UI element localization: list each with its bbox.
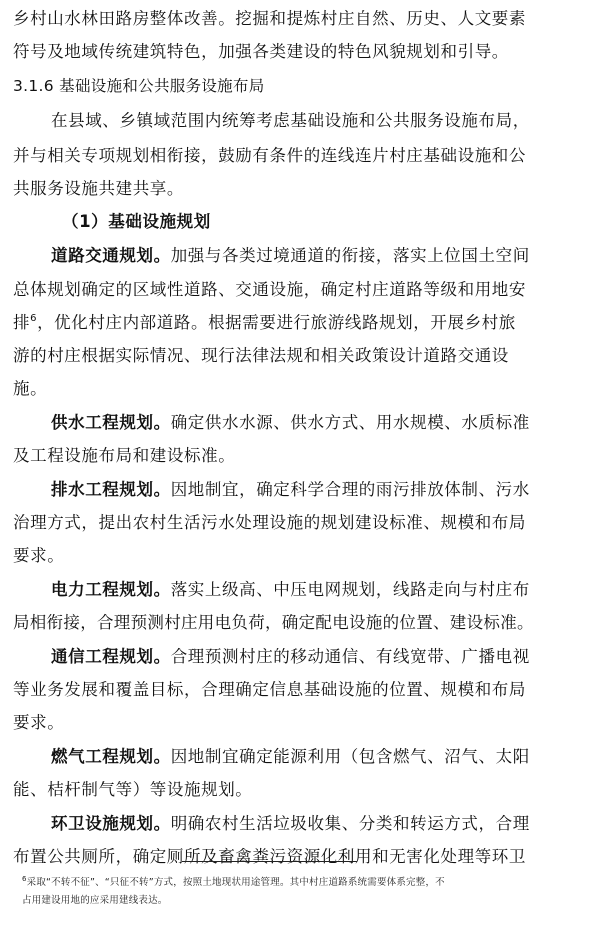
gas-title: 燃气工程规划。 [51, 747, 171, 766]
telecom-line-3: 要求。 [13, 713, 65, 732]
section-paragraph-line-1: 在县域、乡镇域范围内统筹考虑基础设施和公共服务设施布局， [51, 111, 530, 130]
footnote-reference: 6 [30, 313, 38, 324]
gas-line-1: 燃气工程规划。因地制宜确定能源利用（包含燃气、沼气、太阳 [51, 747, 530, 766]
sanitation-line-1: 环卫设施规划。明确农村生活垃圾收集、分类和转运方式，合理 [51, 814, 530, 833]
gas-line-2: 能、桔杆制气等）等设施规划。 [13, 780, 253, 799]
telecom-line-2: 等业务发展和覆盖目标，合理确定信息基础设施的位置、规模和布局 [13, 680, 526, 699]
power-line-2: 局相衔接，合理预测村庄用电负荷，确定配电设施的位置、建设标准。 [13, 613, 534, 632]
power-line-1: 电力工程规划。落实上级高、中压电网规划，线路走向与村庄布 [51, 580, 530, 599]
footnote-line-1: $^6$采取“不转不征”、“只征不转”方式，按照土地现状用途管理。其中村庄道路系统需要体系完整，不 [22, 875, 445, 888]
drainage-title: 排水工程规划。 [51, 480, 171, 499]
road-line-3: 排$^6$，优化村庄内部道路。根据需要进行旅游线路规划，开展乡村旅 [13, 313, 516, 332]
telecom-title: 通信工程规划。 [51, 647, 171, 666]
section-heading: 3.1.6 基础设施和公共服务设施布局 [13, 77, 265, 95]
intro-line-2: 符号及地域传统建筑特色，加强各类建设的特色风貌规划和引导。 [13, 42, 509, 61]
road-line-2: 总体规划确定的区域性道路、交通设施，确定村庄道路等级和用地安 [13, 280, 526, 299]
section-paragraph-line-3: 共服务设施共建共享。 [13, 179, 184, 198]
intro-line-1: 乡村山水林田路房整体改善。挖掘和提炼村庄自然、历史、人文要素 [13, 9, 526, 28]
water-title: 供水工程规划。 [51, 413, 171, 432]
sanitation-title: 环卫设施规划。 [51, 814, 171, 833]
footnote-divider [182, 861, 357, 862]
drainage-line-3: 要求。 [13, 546, 65, 565]
water-line-1: 供水工程规划。确定供水水源、供水方式、用水规模、水质标准 [51, 413, 530, 432]
water-line-2: 及工程设施布局和建设标准。 [13, 446, 236, 465]
drainage-line-1: 排水工程规划。因地制宜，确定科学合理的雨污排放体制、污水 [51, 480, 530, 499]
section-paragraph-line-2: 并与相关专项规划相衔接，鼓励有条件的连线连片村庄基础设施和公 [13, 146, 526, 165]
road-line-5: 施。 [13, 379, 48, 398]
road-line-1: 道路交通规划。加强与各类过境通道的衔接，落实上位国土空间 [51, 246, 530, 265]
drainage-line-2: 治理方式，提出农村生活污水处理设施的规划建设标准、规模和布局 [13, 513, 526, 532]
telecom-line-1: 通信工程规划。合理预测村庄的移动通信、有线宽带、广播电视 [51, 647, 530, 666]
sanitation-line-2: 布置公共厕所，确定厕所及畜禽粪污资源化利用和无害化处理等环卫 [13, 847, 526, 866]
subsection-heading: （1）基础设施规划 [62, 212, 211, 231]
power-title: 电力工程规划。 [51, 580, 171, 599]
road-line-4: 游的村庄根据实际情况、现行法律法规和相关政策设计道路交通设 [13, 346, 509, 365]
road-title: 道路交通规划。 [51, 246, 171, 265]
footnote-marker: 6 [22, 875, 27, 883]
footnote-line-2: 占用建设用地的应采用建线表达。 [22, 895, 168, 906]
